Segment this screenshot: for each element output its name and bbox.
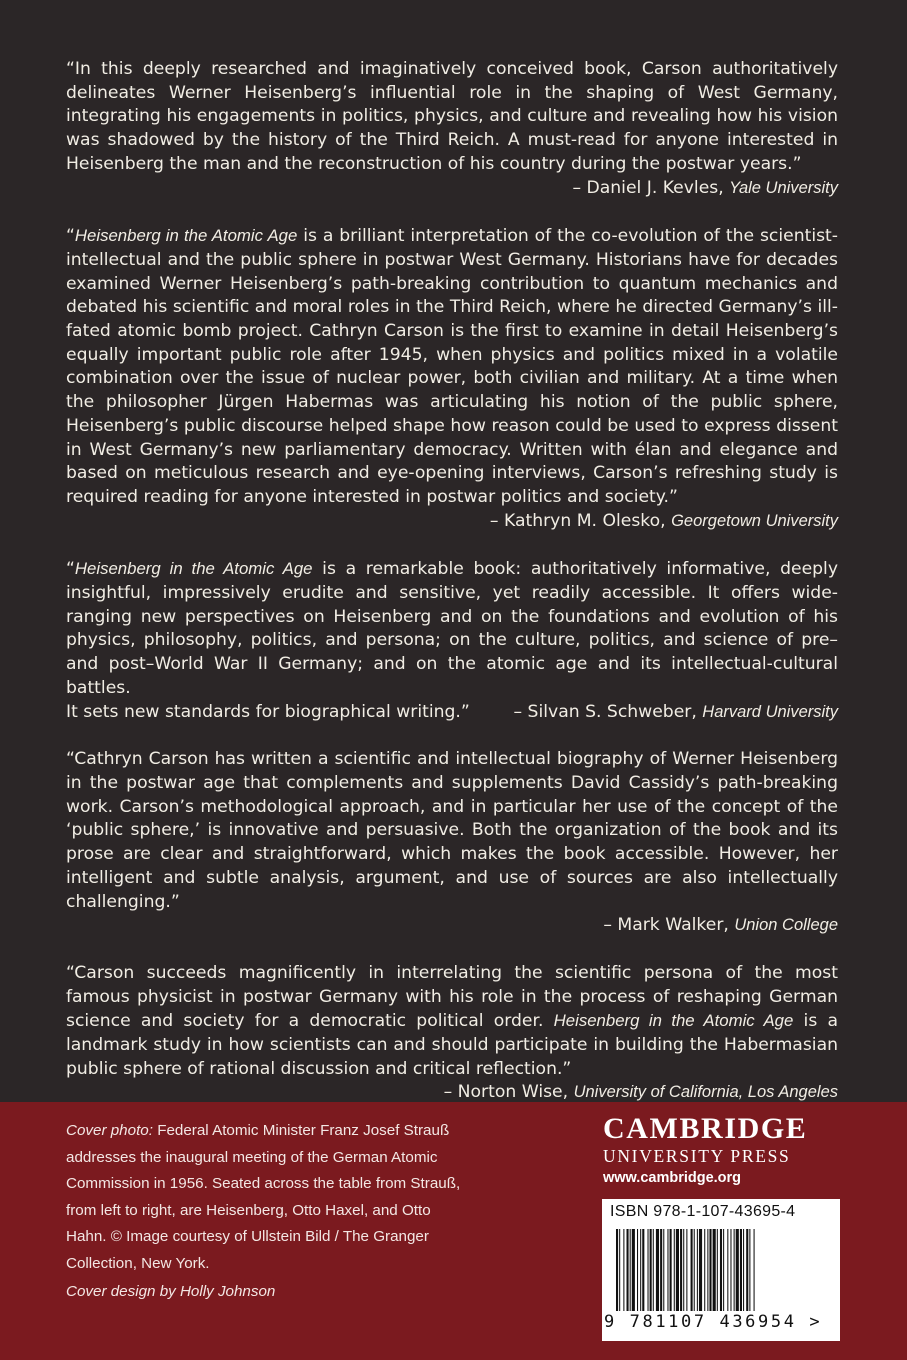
cover-photo-caption xyxy=(66,1118,466,1278)
barcode-panel xyxy=(602,1199,840,1341)
endorsement-wise xyxy=(66,962,838,1105)
author-institution: Union College xyxy=(734,916,838,935)
caption-lead: Cover photo: xyxy=(66,1122,153,1139)
quote-last-line xyxy=(66,701,838,725)
publisher-name: CAMBRIDGE xyxy=(603,1112,808,1145)
endorsement-walker xyxy=(66,748,838,938)
author-institution: Yale University xyxy=(729,178,838,197)
book-title: Heisenberg in the Atomic Age xyxy=(553,1011,794,1031)
attribution xyxy=(66,510,838,534)
quote-text xyxy=(66,224,838,509)
attribution xyxy=(514,701,839,725)
author-institution: University of California, Los Angeles xyxy=(573,1083,838,1102)
caption-text: Federal Atomic Minister Franz Josef Strauß addresses the inaugural meeting of the German Atomic Commission in 1956. Seated across the table from Strauß, from left to right, are Heisenberg, Otto Haxel, and Otto Hahn. © Image courtesy of Ullstein Bild / The Granger Collection, New York. xyxy=(66,1122,461,1272)
author-name: – Norton Wise, xyxy=(443,1082,569,1103)
author-name: – Mark Walker, xyxy=(603,915,729,936)
author-name: – Daniel J. Kevles, xyxy=(572,177,724,198)
book-title: Heisenberg in the Atomic Age xyxy=(74,226,298,246)
author-institution: Harvard University xyxy=(702,702,838,721)
quote-body: is a brilliant interpretation of the co-evolution of the scientist-intellectual and the public sphere in postwar West Germany. Historians have for decades examined Werner Heisenberg’s path-breaking contribution to quantum mechanics and debated his scientific and moral roles in the Third Reich, where he directed Germany’s ill-fated atomic bomb project. Cathryn Carson is the first to examine in detail Heisenberg’s equally important public role after 1945, when physics and politics mixed in a volatile combination over the issue of nuclear power, both civilian and military. At a time when the philosopher Jürgen Habermas was articulating his notion of the public sphere, Heisenberg’s public discourse helped shape how reason could be used to express dissent in West Germany’s new parliamentary democracy. Written with élan and elegance and based on meticulous research and eye-opening interviews, Carson’s refreshing study is required reading for anyone interested in postwar politics and society.” xyxy=(66,226,839,507)
attribution xyxy=(66,1081,838,1105)
barcode-number: 9 781107 436954 > xyxy=(604,1312,823,1332)
quote-closing: It sets new standards for biographical writing.” xyxy=(66,701,470,722)
publisher-url[interactable]: www.cambridge.org xyxy=(603,1170,742,1186)
author-institution: Georgetown University xyxy=(671,511,838,530)
quote-body: is a remarkable book: authoritatively informative, deeply insightful, impressively erudite and sensitive, yet readily accessible. It offers wide-ranging new perspectives on Heisenberg and on the foundations and evolution of his physics, philosophy, politics, and persona; on the culture, politics, and science of pre– and post–World War II Germany; and on the atomic age and its intellectual-cultural battles. xyxy=(66,559,838,698)
endorsement-olesko xyxy=(66,224,838,533)
quote-body: “Carson succeeds magnificently in interrelating the scientific persona of the most famous physicist in postwar Germany with his role in the process of reshaping German science and society for a democratic political order. xyxy=(66,962,838,1032)
open-quote: “ xyxy=(66,226,75,247)
barcode-icon xyxy=(616,1229,826,1311)
attribution xyxy=(66,914,838,938)
cover-design-credit: Cover design by Holly Johnson xyxy=(66,1283,276,1300)
publisher-press: UNIVERSITY PRESS xyxy=(603,1146,791,1166)
isbn-label: ISBN 978-1-107-43695-4 xyxy=(610,1203,796,1220)
quote-text: “Cathryn Carson has written a scientific and intellectual biography of Werner Heisenberg in the postwar age that complements and supplements David Cassidy’s path-breaking work. Carson’s methodological approach, and in particular her use of the concept of the ‘public sphere,’ is innovative and persuasive. Both the organization of the book and its prose are clear and straightforward, which makes the book accessible. However, her intelligent and subtle analysis, argument, and use of sources are also intellectually challenging.” xyxy=(66,749,838,912)
quote-body: is a landmark study in how scientists can and should participate in building the Habermasian public sphere of rational discussion and critical reflection.” xyxy=(66,1011,838,1079)
endorsement-kevles xyxy=(66,58,838,200)
endorsements xyxy=(66,58,838,1105)
attribution xyxy=(66,177,838,201)
quote-text: “In this deeply researched and imaginatively conceived book, Carson authoritatively delineates Werner Heisenberg’s influential role in the shaping of West Germany, integrating his engagements in politics, physics, and culture and revealing how his vision was shadowed by the history of the Third Reich. A must-read for anyone interested in Heisenberg the man and the reconstruction of his country during the postwar years.” xyxy=(66,59,838,174)
book-title: Heisenberg in the Atomic Age xyxy=(74,559,313,579)
open-quote: “ xyxy=(66,559,75,580)
quote-text xyxy=(66,557,838,700)
quote-text xyxy=(66,962,838,1082)
endorsement-schweber xyxy=(66,557,838,724)
author-name: – Silvan S. Schweber, xyxy=(513,701,697,722)
publisher-logo xyxy=(603,1112,827,1186)
author-name: – Kathryn M. Olesko, xyxy=(489,510,666,531)
